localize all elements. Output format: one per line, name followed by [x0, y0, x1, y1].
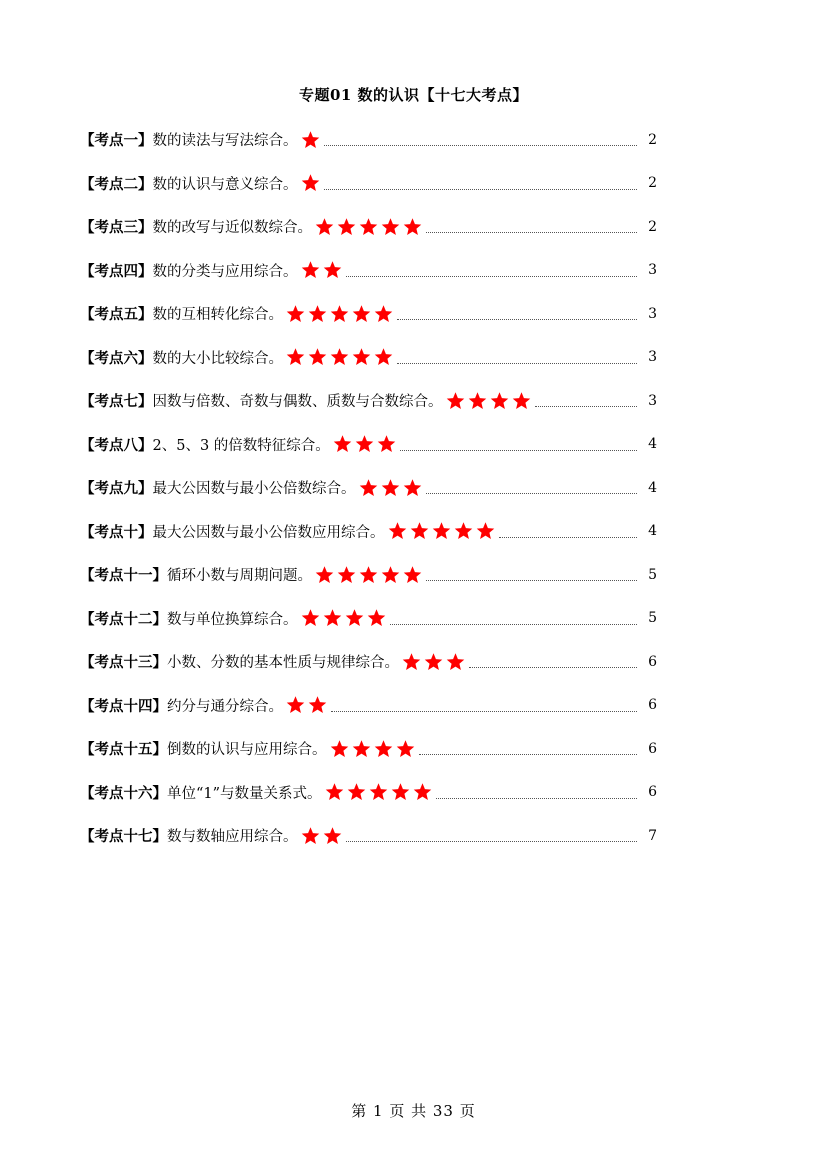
toc-entry-label: 【考点六】 [80, 349, 153, 367]
toc-entry[interactable] [80, 379, 657, 423]
difficulty-stars [314, 565, 424, 585]
toc-page-number: 4 [648, 523, 657, 540]
star-icon [358, 478, 379, 498]
toc-entry-text: 约分与通分综合。 [167, 698, 283, 715]
toc-entry[interactable] [80, 510, 657, 554]
toc-entry-label: 【考点十三】 [80, 654, 167, 672]
star-icon [307, 304, 328, 324]
star-icon [402, 565, 423, 585]
toc-page-number: 6 [648, 653, 657, 670]
star-icon [358, 217, 379, 237]
toc-entry-text: 循环小数与周期问题。 [167, 568, 312, 585]
difficulty-stars [358, 478, 424, 498]
dot-leader [535, 394, 638, 407]
star-icon [322, 826, 343, 846]
difficulty-stars [387, 521, 497, 541]
toc-entry-label: 【考点一】 [80, 132, 153, 150]
toc-entry-text: 数的互相转化综合。 [152, 307, 283, 324]
star-icon [351, 347, 372, 367]
star-icon [376, 434, 397, 454]
dot-leader [397, 307, 637, 320]
toc-entry[interactable] [80, 727, 657, 771]
toc-page-number: 4 [648, 436, 657, 453]
toc-entry[interactable] [80, 466, 657, 510]
star-icon [402, 217, 423, 237]
document-title: 专题01 数的认识【十七大考点】 [298, 86, 529, 104]
star-icon [324, 782, 345, 802]
difficulty-stars [445, 391, 533, 411]
toc-entry[interactable] [80, 336, 657, 380]
star-icon [300, 260, 321, 280]
star-icon [390, 782, 411, 802]
toc-page-number: 7 [648, 827, 657, 844]
toc-entry[interactable] [80, 118, 657, 162]
toc-page-number: 3 [648, 349, 657, 366]
toc-entry-label: 【考点十二】 [80, 610, 167, 628]
star-icon [475, 521, 496, 541]
difficulty-stars [285, 304, 395, 324]
toc-page-number: 3 [648, 305, 657, 322]
toc-entry-label: 【考点十五】 [80, 741, 167, 759]
toc-entry[interactable] [80, 814, 657, 858]
dot-leader [390, 612, 638, 625]
dot-leader [436, 786, 637, 799]
toc-entry-label: 【考点十一】 [80, 567, 167, 585]
difficulty-stars [300, 826, 344, 846]
toc-entry[interactable] [80, 597, 657, 641]
star-icon [445, 652, 466, 672]
star-icon [300, 173, 321, 193]
star-icon [380, 565, 401, 585]
difficulty-stars [300, 260, 344, 280]
toc-page-number: 3 [648, 262, 657, 279]
star-icon [412, 782, 433, 802]
star-icon [380, 478, 401, 498]
toc-entry-text: 2、5、3 的倍数特征综合。 [152, 437, 330, 454]
star-icon [332, 434, 353, 454]
star-icon [300, 826, 321, 846]
table-of-contents [80, 118, 657, 858]
dot-leader [499, 525, 638, 538]
toc-entry-label: 【考点四】 [80, 262, 153, 280]
star-icon [431, 521, 452, 541]
toc-entry[interactable] [80, 771, 657, 815]
toc-entry[interactable] [80, 423, 657, 467]
dot-leader [426, 481, 638, 494]
star-icon [373, 739, 394, 759]
toc-entry-text: 数与单位换算综合。 [167, 611, 298, 628]
toc-entry-label: 【考点二】 [80, 175, 153, 193]
star-icon [373, 304, 394, 324]
star-icon [336, 565, 357, 585]
toc-entry-label: 【考点八】 [80, 436, 153, 454]
dot-leader [426, 568, 637, 581]
star-icon [489, 391, 510, 411]
toc-entry-label: 【考点十】 [80, 523, 153, 541]
difficulty-stars [329, 739, 417, 759]
star-icon [322, 608, 343, 628]
star-icon [285, 304, 306, 324]
toc-entry-text: 最大公因数与最小公倍数应用综合。 [152, 524, 385, 541]
star-icon [401, 652, 422, 672]
star-icon [358, 565, 379, 585]
toc-entry[interactable] [80, 684, 657, 728]
dot-leader [469, 655, 637, 668]
dot-leader [397, 351, 637, 364]
toc-entry[interactable] [80, 205, 657, 249]
toc-page-number: 6 [648, 784, 657, 801]
difficulty-stars [332, 434, 398, 454]
toc-entry[interactable] [80, 162, 657, 206]
star-icon [467, 391, 488, 411]
toc-entry-text: 小数、分数的基本性质与规律综合。 [167, 655, 399, 672]
toc-entry[interactable] [80, 640, 657, 684]
toc-entry-label: 【考点十四】 [80, 697, 167, 715]
toc-entry-text: 数的分类与应用综合。 [152, 263, 298, 280]
star-icon [453, 521, 474, 541]
toc-entry-text: 单位“1”与数量关系式。 [167, 785, 322, 802]
star-icon [329, 347, 350, 367]
star-icon [346, 782, 367, 802]
star-icon [354, 434, 375, 454]
star-icon [351, 304, 372, 324]
toc-entry-label: 【考点十七】 [80, 828, 167, 846]
star-icon [366, 608, 387, 628]
toc-entry-label: 【考点十六】 [80, 784, 167, 802]
page-footer: 第 1 页 共 33 页 [351, 1102, 476, 1120]
star-icon [307, 347, 328, 367]
toc-entry-text: 数与数轴应用综合。 [167, 829, 298, 846]
star-icon [445, 391, 466, 411]
star-icon [373, 347, 394, 367]
difficulty-stars [314, 217, 424, 237]
toc-entry-label: 【考点三】 [80, 219, 153, 237]
dot-leader [419, 742, 638, 755]
toc-entry-label: 【考点五】 [80, 306, 153, 324]
toc-page-number: 6 [648, 740, 657, 757]
toc-page-number: 6 [648, 697, 657, 714]
star-icon [395, 739, 416, 759]
toc-entry[interactable] [80, 292, 657, 336]
star-icon [285, 347, 306, 367]
toc-page-number: 2 [648, 175, 657, 192]
toc-entry-text: 因数与倍数、奇数与偶数、质数与合数综合。 [152, 394, 443, 411]
dot-leader [324, 133, 638, 146]
difficulty-stars [324, 782, 434, 802]
toc-entry-text: 数的改写与近似数综合。 [152, 220, 312, 237]
dot-leader [324, 177, 638, 190]
toc-page-number: 4 [648, 479, 657, 496]
star-icon [402, 478, 423, 498]
star-icon [307, 695, 328, 715]
dot-leader [400, 438, 637, 451]
toc-entry-label: 【考点七】 [80, 393, 153, 411]
star-icon [300, 130, 321, 150]
star-icon [368, 782, 389, 802]
toc-page-number: 2 [648, 218, 657, 235]
difficulty-stars [300, 173, 322, 193]
toc-entry-text: 数的读法与写法综合。 [152, 133, 298, 150]
toc-entry-text: 数的大小比较综合。 [152, 350, 283, 367]
star-icon [314, 217, 335, 237]
star-icon [314, 565, 335, 585]
toc-page-number: 2 [648, 131, 657, 148]
difficulty-stars [401, 652, 467, 672]
star-icon [423, 652, 444, 672]
toc-entry-label: 【考点九】 [80, 480, 153, 498]
star-icon [511, 391, 532, 411]
star-icon [329, 304, 350, 324]
star-icon [380, 217, 401, 237]
star-icon [300, 608, 321, 628]
dot-leader [346, 264, 638, 277]
difficulty-stars [285, 347, 395, 367]
star-icon [387, 521, 408, 541]
difficulty-stars [285, 695, 329, 715]
dot-leader [346, 829, 638, 842]
toc-page-number: 5 [648, 566, 657, 583]
star-icon [344, 608, 365, 628]
toc-entry-text: 最大公因数与最小公倍数综合。 [152, 481, 356, 498]
toc-entry-text: 数的认识与意义综合。 [152, 176, 298, 193]
difficulty-stars [300, 130, 322, 150]
star-icon [285, 695, 306, 715]
toc-page-number: 3 [648, 392, 657, 409]
toc-entry-text: 倒数的认识与应用综合。 [167, 742, 327, 759]
toc-entry[interactable] [80, 249, 657, 293]
dot-leader [426, 220, 637, 233]
star-icon [322, 260, 343, 280]
star-icon [329, 739, 350, 759]
star-icon [336, 217, 357, 237]
dot-leader [331, 699, 637, 712]
star-icon [409, 521, 430, 541]
toc-page-number: 5 [648, 610, 657, 627]
star-icon [351, 739, 372, 759]
difficulty-stars [300, 608, 388, 628]
toc-entry[interactable] [80, 553, 657, 597]
